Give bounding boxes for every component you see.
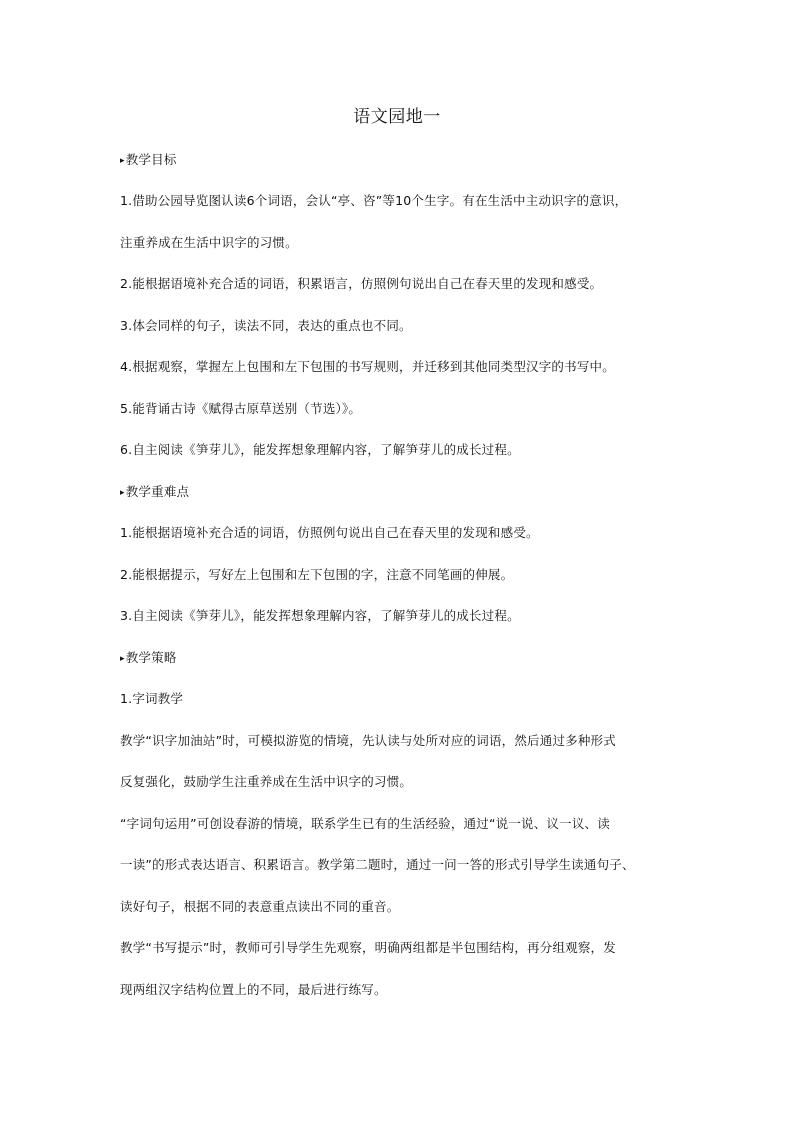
paragraph-line: 教学“识字加油站”时，可模拟游览的情境，先认读与处所对应的词语，然后通过多种形式 [120,733,616,748]
paragraph-line: 反复强化，鼓励学生注重养成在生活中识字的习惯。 [120,774,413,789]
paragraph-line: 现两组汉字结构位置上的不同，最后进行练写。 [120,982,387,997]
section-heading-label: 教学目标 [125,152,177,167]
section-heading-label: 教学策略 [125,650,177,665]
bullet-icon: ▸ [120,156,125,166]
document-title: 语文园地一 [353,107,441,127]
paragraph-line: “字词句运用”可创设春游的情境，联系学生已有的生活经验，通过“说一说、议一议、读 [120,816,610,831]
paragraph-line: 教学“书写提示”时，教师可引导学生先观察，明确两组都是半包围结构，再分组观察，发 [120,940,616,955]
paragraph-line: 1.借助公园导览图认读6个词语，会认“亭、咨”等10个生字。有在生活中主动识字的意识， [120,193,628,208]
paragraph-line: 2.能根据语境补充合适的词语，积累语言，仿照例句说出自己在春天里的发现和感受。 [120,276,603,291]
paragraph-line: 3.自主阅读《笋芽儿》，能发挥想象理解内容，了解笋芽儿的成长过程。 [120,608,520,623]
paragraph-line: 3.体会同样的句子，读法不同，表达的重点也不同。 [120,318,412,333]
paragraph-line: 4.根据观察，掌握左上包围和左下包围的书写规则，并迁移到其他同类型汉字的书写中。 [120,359,615,374]
bullet-icon: ▸ [120,488,125,498]
paragraph-line: 6.自主阅读《笋芽儿》，能发挥想象理解内容，了解笋芽儿的成长过程。 [120,442,520,457]
section-heading-goals [120,151,680,170]
paragraph-line: 5.能背诵古诗《赋得古原草送别（节选）》。 [120,401,362,416]
paragraph-line: 1.能根据语境补充合适的词语，仿照例句说出自己在春天里的发现和感受。 [120,525,539,540]
section-heading-label: 教学重难点 [125,484,190,499]
bullet-icon: ▸ [120,654,125,664]
paragraph-line: 注重养成在生活中识字的习惯。 [120,235,298,250]
paragraph-line: 一读”的形式表达语言、积累语言。教学第二题时，通过一问一答的形式引导学生读通句子、 [120,857,635,872]
section-heading-key-points [120,483,680,502]
section-heading-strategy [120,649,680,668]
paragraph-line: 2.能根据提示，写好左上包围和左下包围的字，注意不同笔画的伸展。 [120,567,514,582]
subsection-heading: 1.字词教学 [120,691,184,706]
paragraph-line: 读好句子，根据不同的表意重点读出不同的重音。 [120,899,400,914]
